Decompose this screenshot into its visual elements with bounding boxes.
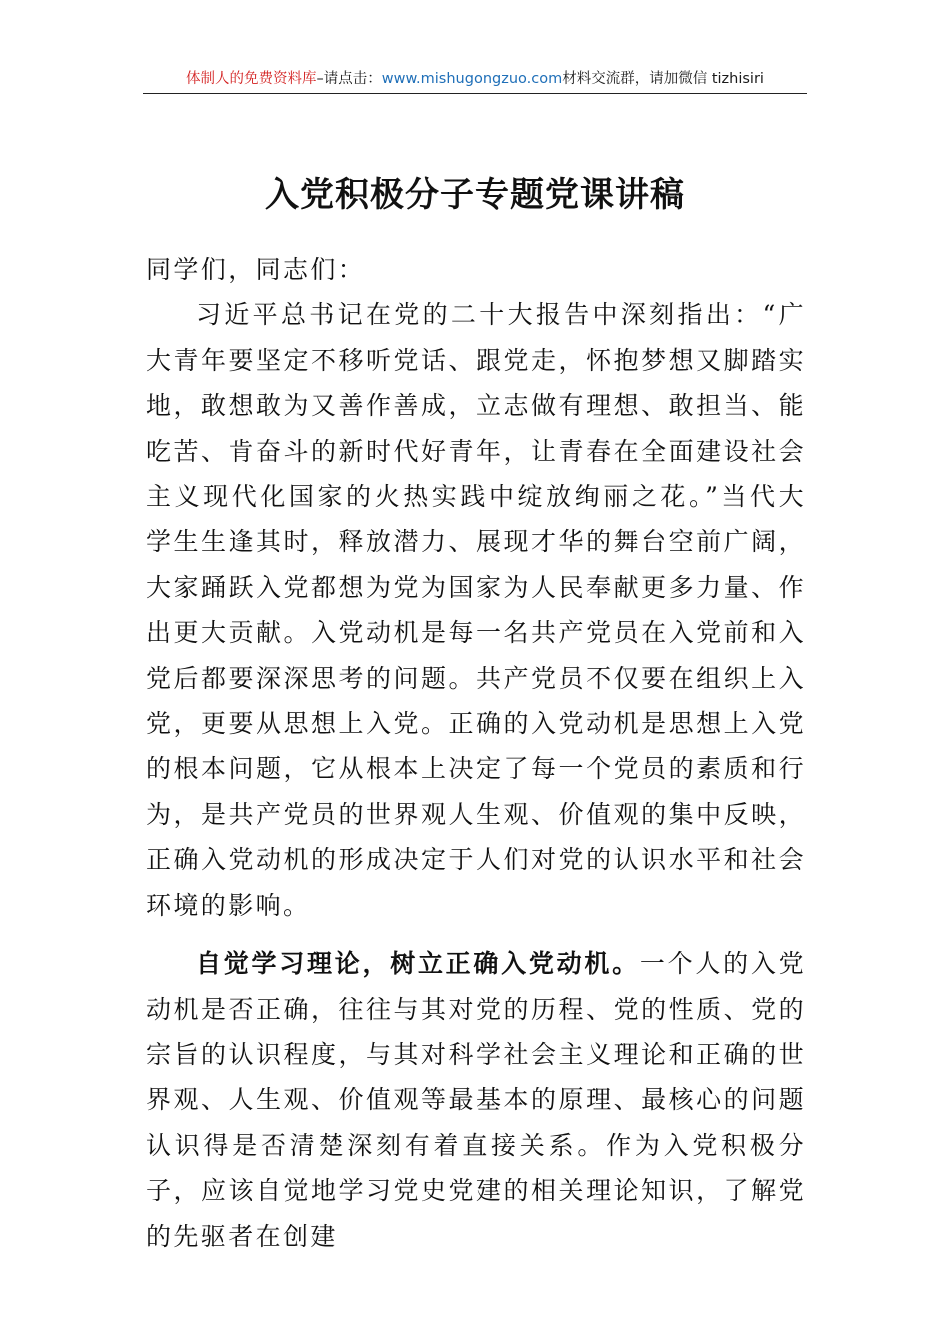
paragraph-section-1 bbox=[146, 941, 806, 1259]
header-divider bbox=[143, 93, 807, 94]
section-1-heading: 自觉学习理论，树立正确入党动机。 bbox=[196, 949, 640, 979]
header-brand: 体制人的免费资料库 bbox=[186, 71, 317, 87]
page-header bbox=[143, 66, 807, 92]
header-site-link[interactable]: www.mishugongzuo.com bbox=[381, 71, 563, 87]
header-prompt: –请点击： bbox=[316, 71, 382, 87]
document-title: 入党积极分子专题党课讲稿 bbox=[265, 175, 685, 215]
salutation: 同学们，同志们： bbox=[146, 255, 366, 284]
paragraph-intro: 习近平总书记在党的二十大报告中深刻指出：“广大青年要坚定不移听党话、跟党走，怀抱梦想又脚踏实地，敢想敢为又善作善成，立志做有理想、敢担当、能吃苦、肯奋斗的新时代好青年，让青春在全面建设社会主义现代化国家的火热实践中绽放绚丽之花。”当代大学生生逢其时，释放潜力、展现才华的舞台空前广阔，大家踊跃入党都想为党为国家为人民奉献更多力量、作出更大贡献。入党动机是每一名共产党员在入党前和入党后都要深深思考的问题。共产党员不仅要在组织上入党，更要从思想上入党。正确的入党动机是思想上入党的根本问题，它从根本上决定了每一个党员的素质和行为，是共产党员的世界观人生观、价值观的集中反映，正确入党动机的形成决定于人们对党的认识水平和社会环境的影响。 bbox=[146, 300, 806, 920]
document-body bbox=[146, 247, 806, 1259]
section-1-text: 一个人的入党动机是否正确，往往与其对党的历程、党的性质、党的宗旨的认识程度，与其对科学社会主义理论和正确的世界观、人生观、价值观等最基本的原理、最核心的问题认识得是否清楚深刻有着直接关系。作为入党积极分子，应该自觉地学习党史党建的相关理论知识，了解党的先驱者在创建 bbox=[146, 949, 807, 1251]
header-contact: 材料交流群，请加微信 tizhisiri bbox=[562, 71, 764, 87]
